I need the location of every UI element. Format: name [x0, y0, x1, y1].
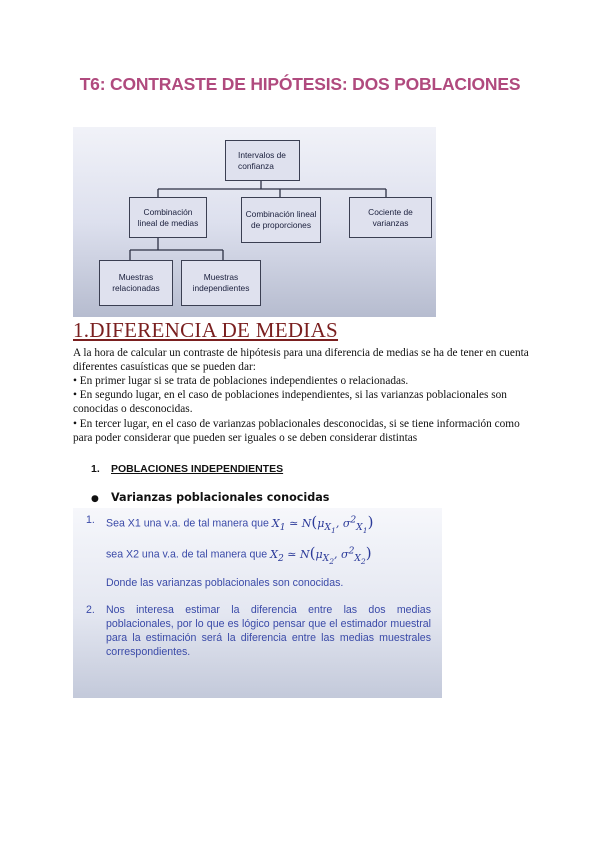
subheading-number: 1. [91, 463, 100, 475]
bullet-heading-text: Varianzas poblacionales conocidas [111, 491, 330, 504]
paragraph-bullet-2: • En segundo lugar, en el caso de poblaciones independientes, si las varianzas poblacionales son conocidas o desconocidas. [73, 389, 507, 415]
diagram-node-medias: Combinación lineal de medias [129, 197, 207, 238]
subheading-text: POBLACIONES INDEPENDIENTES [111, 463, 284, 475]
item1c-text: Donde las varianzas poblacionales son conocidas. [106, 577, 344, 589]
page-title: T6: CONTRASTE DE HIPÓTESIS: DOS POBLACIONES [79, 74, 521, 94]
item2-text: Nos interesa estimar la diferencia entre las dos medias poblacionales, por lo que es lógico pensar que el estimador muestral para la estimación será la diferencia entre las medias muestrales correspondientes. [106, 604, 431, 658]
diagram-node-varianzas: Cociente de varianzas [349, 197, 432, 238]
item2-number: 2. [86, 604, 95, 616]
bullet-dot-icon: ● [91, 494, 99, 504]
formula-x2: $X_2$ ≃ $N(\mu_{X_2}$, $\sigma^2_{X_2}$) [270, 543, 372, 566]
paragraph-bullet-1: • En primer lugar si se trata de poblaciones independientes o relacionadas. [73, 375, 409, 387]
definition-box [73, 508, 442, 698]
item1b-line [106, 544, 372, 569]
diagram-root-node: Intervalos de confianza [225, 140, 300, 181]
item1-text: Sea X1 una v.a. de tal manera que [106, 517, 269, 530]
section-heading: 1.DIFERENCIA DE MEDIAS [73, 318, 339, 342]
bullet-heading [91, 491, 329, 504]
concept-diagram [73, 127, 436, 317]
paragraph-bullet-3: • En tercer lugar, en el caso de varianzas poblacionales desconocidas, si se tiene información como para poder considerar que pueden ser iguales o se deben considerar distintas [73, 418, 520, 444]
formula-x1: $X_1$ ≃ $N(\mu_{X_1}$, $\sigma^2_{X_1}$) [271, 512, 374, 535]
subheading-independientes [91, 463, 283, 475]
item1-line [106, 513, 373, 538]
diagram-node-proporciones: Combinación lineal de proporciones [241, 197, 321, 243]
diagram-node-independientes: Muestras independientes [181, 260, 261, 306]
diagram-node-relacionadas: Muestras relacionadas [99, 260, 173, 306]
item1b-text: sea X2 una v.a. de tal manera que [106, 548, 268, 561]
item1-number: 1. [86, 514, 95, 526]
paragraph-intro: A la hora de calcular un contraste de hipótesis para una diferencia de medias se ha de tener en cuenta diferentes casuísticas que se pueden dar: [73, 347, 529, 373]
